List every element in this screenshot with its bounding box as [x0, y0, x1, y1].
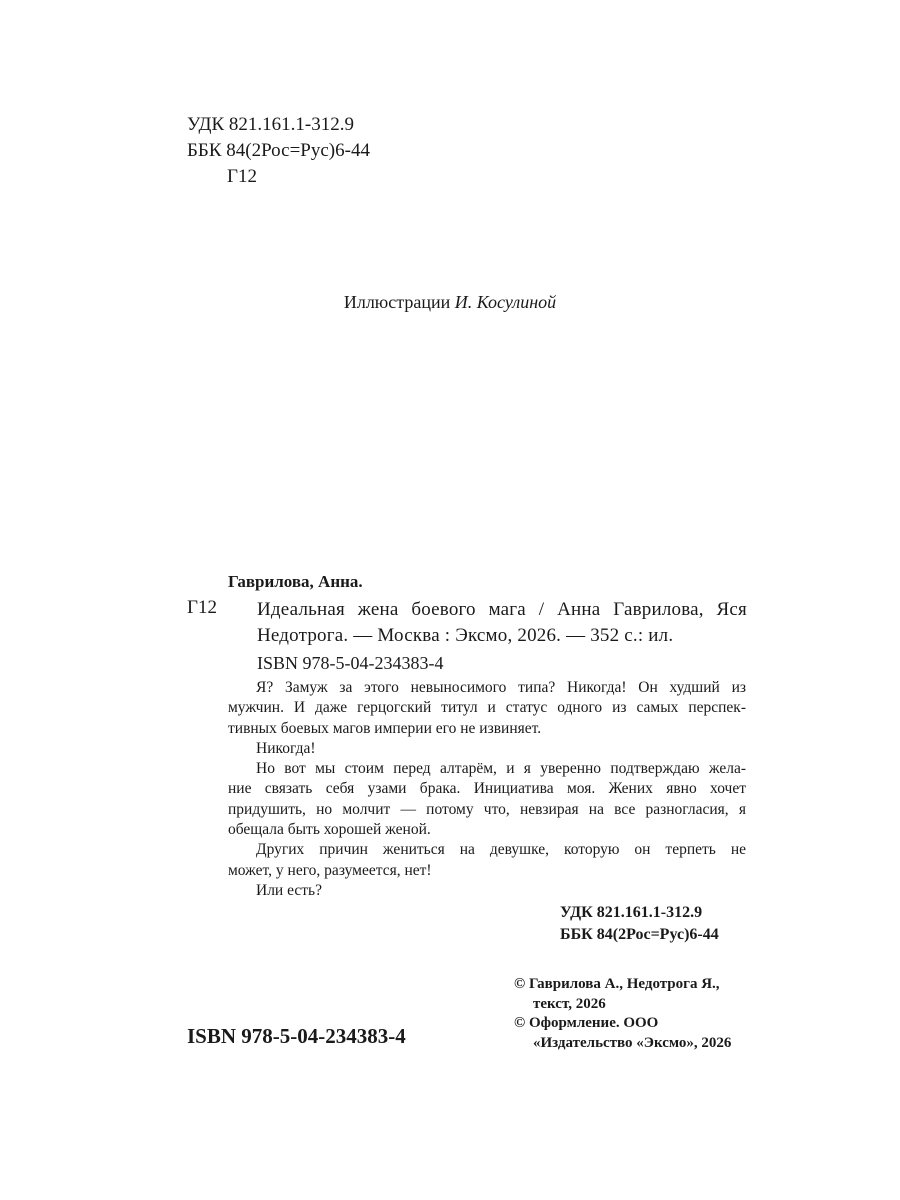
udk-code: УДК 821.161.1-312.9 [187, 114, 354, 135]
annotation-line: Никогда! [256, 739, 316, 757]
author-mark: Г12 [227, 166, 257, 187]
bibliographic-line: Недотрога. — Москва : Эксмо, 2026. — 352 с.: ил. [257, 625, 674, 646]
annotation-line: тивных боевых магов империи его не извиняет. [228, 719, 542, 737]
annotation-line: Я? Замуж за этого невыносимого типа? Никогда! Он худший из [256, 679, 746, 696]
annotation [228, 678, 746, 901]
annotation-line: мужчин. И даже герцогский титул и статус одного из самых перспек- [228, 699, 746, 717]
bibliographic-line: Идеальная жена боевого мага / Анна Гаврилова, Яся [257, 599, 747, 620]
copyright-design-line: «Издательство «Эксмо», 2026 [533, 1034, 732, 1051]
catalog-isbn: ISBN 978-5-04-234383-4 [257, 653, 444, 673]
illustrator-name: И. Косулиной [454, 292, 557, 312]
annotation-line: придушить, но молчит — потому что, невзирая на все разногласия, я [228, 800, 746, 818]
bottom-classification-codes [560, 902, 719, 946]
bbk-code: ББК 84(2Рос=Рус)6-44 [187, 140, 370, 161]
annotation-line: Других причин жениться на девушке, которую он терпеть не [256, 841, 746, 859]
annotation-line: может, у него, разумеется, нет! [228, 861, 432, 879]
annotation-line: обещала быть хорошей женой. [228, 821, 431, 839]
copyright-design-line: © Оформление. ООО [514, 1015, 659, 1031]
annotation-line: Или есть? [256, 881, 322, 899]
copyright-block [514, 975, 731, 1053]
catalog-author: Гаврилова, Анна. [228, 572, 363, 591]
illustrations-label: Иллюстрации [343, 292, 451, 312]
copyright-text-line: текст, 2026 [533, 995, 606, 1012]
illustrations-credit [0, 292, 900, 313]
udk-code-bold: УДК 821.161.1-312.9 [560, 904, 703, 921]
bibliographic-description [257, 597, 747, 649]
annotation-line: ние связать себя узами брака. Инициатива моя. Жених явно хочет [228, 780, 746, 798]
annotation-line: Но вот мы стоим перед алтарём, и я уверенно подтверждаю жела- [256, 760, 746, 778]
isbn-large: ISBN 978-5-04-234383-4 [187, 1024, 406, 1048]
catalog-author-mark: Г12 [187, 597, 217, 618]
top-classification-codes [187, 112, 370, 190]
copyright-text-line: © Гаврилова А., Недотрога Я., [514, 976, 720, 992]
bbk-code-bold: ББК 84(2Рос=Рус)6-44 [560, 926, 719, 943]
